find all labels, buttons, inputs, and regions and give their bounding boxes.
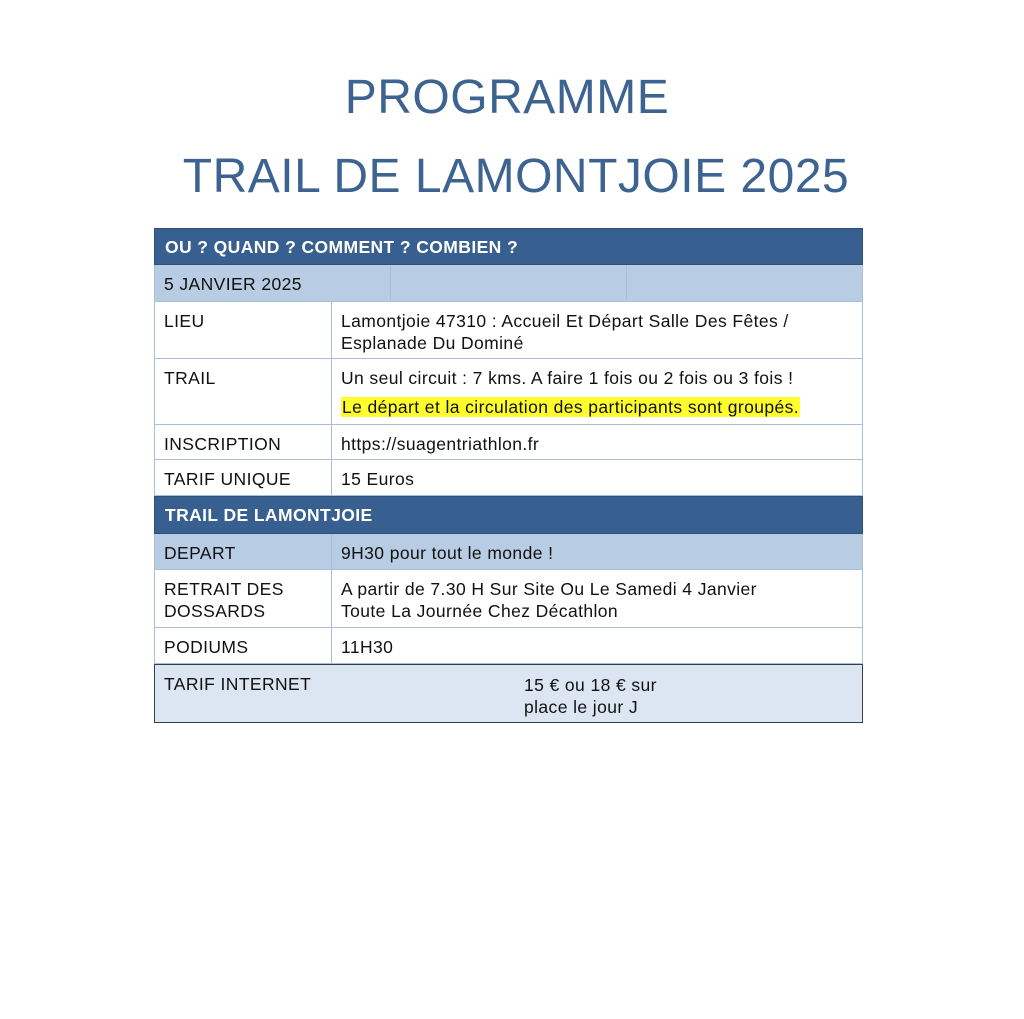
section-header-label: OU ? QUAND ? COMMENT ? COMBIEN ? — [165, 237, 519, 257]
page-subtitle: TRAIL DE LAMONTJOIE 2025 — [182, 150, 850, 203]
value-line: Lamontjoie 47310 : Accueil Et Départ Salle Des Fêtes / — [341, 311, 789, 331]
value-line: A partir de 7.30 H Sur Site Ou Le Samedi 4 Janvier — [341, 579, 757, 599]
date-row — [154, 265, 863, 302]
event-date: 5 JANVIER 2025 — [164, 274, 302, 294]
label-cell — [154, 628, 331, 664]
table-row-retrait — [154, 570, 863, 628]
value-cell — [331, 302, 863, 359]
section-header-label: TRAIL DE LAMONTJOIE — [165, 505, 373, 525]
table-row-trail — [154, 359, 863, 425]
table-row-tarif-internet — [154, 664, 863, 723]
row-label: LIEU — [164, 311, 205, 331]
value-line: Toute La Journée Chez Décathlon — [341, 601, 619, 621]
value-cell — [331, 359, 863, 425]
row-value: 15 Euros — [341, 469, 415, 489]
label-line: RETRAIT DES — [164, 579, 284, 599]
label-cell — [154, 302, 331, 359]
row-label: TARIF UNIQUE — [164, 469, 291, 489]
row-value — [524, 674, 657, 718]
table-row-inscription — [154, 425, 863, 460]
row-label: PODIUMS — [164, 637, 249, 657]
table-row-depart — [154, 534, 863, 570]
value-line: Un seul circuit : 7 kms. A faire 1 fois ou 2 fois ou 3 fois ! — [341, 368, 794, 388]
label-cell — [154, 534, 331, 570]
row-value — [341, 578, 757, 622]
empty-cell — [390, 265, 626, 302]
section-header-info — [154, 228, 863, 265]
value-line: Esplanade Du Dominé — [341, 333, 524, 353]
label-cell — [154, 359, 331, 425]
row-value: 9H30 pour tout le monde ! — [341, 543, 554, 563]
value-cell — [331, 425, 863, 460]
value-cell — [331, 570, 863, 628]
empty-cell — [626, 265, 863, 302]
row-label: DEPART — [164, 543, 236, 563]
table-row-lieu — [154, 302, 863, 359]
section-header-trail — [154, 496, 863, 534]
value-line: place le jour J — [524, 697, 638, 717]
date-cell — [154, 265, 390, 302]
label-line: DOSSARDS — [164, 601, 266, 621]
table-row-tarif-unique — [154, 460, 863, 496]
value-cell — [331, 628, 863, 664]
row-value — [341, 364, 800, 422]
label-cell — [154, 425, 331, 460]
row-label — [164, 578, 284, 622]
row-value: 11H30 — [341, 637, 394, 657]
value-line: 15 € ou 18 € sur — [524, 675, 657, 695]
value-cell — [331, 460, 863, 496]
table-row-podiums — [154, 628, 863, 664]
highlighted-note: Le départ et la circulation des participants sont groupés. — [342, 397, 800, 417]
page-title: PROGRAMME — [344, 71, 670, 124]
row-label: TRAIL — [164, 368, 216, 388]
row-label: INSCRIPTION — [164, 434, 282, 454]
label-cell — [154, 460, 331, 496]
row-value — [341, 310, 789, 354]
registration-link[interactable]: https://suagentriathlon.fr — [341, 434, 540, 454]
row-label: TARIF INTERNET — [164, 674, 312, 694]
label-cell — [154, 570, 331, 628]
value-cell — [331, 534, 863, 570]
